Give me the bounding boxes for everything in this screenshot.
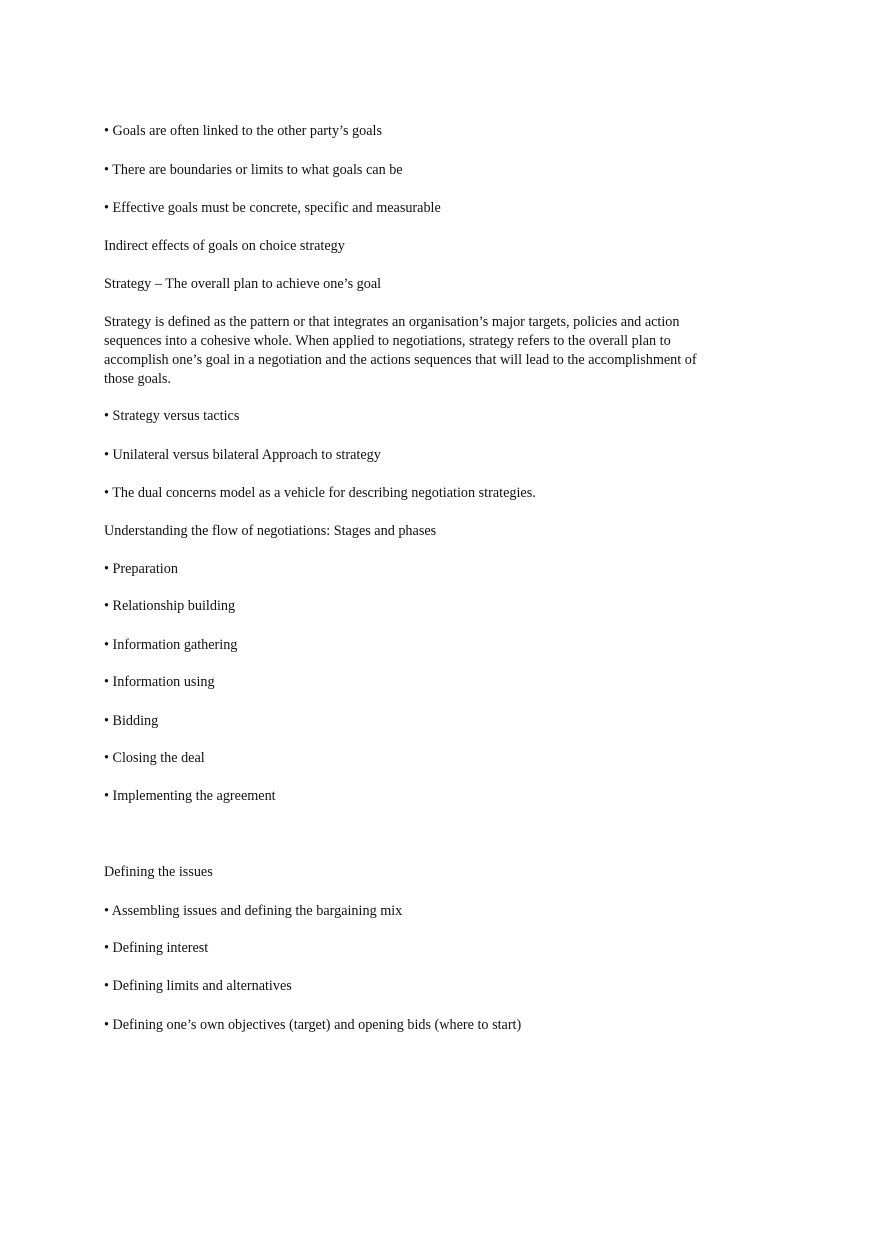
flow-bullet-closing: • Closing the deal [104,750,205,766]
goals-bullet-effective: • Effective goals must be concrete, specific and measurable [104,200,441,216]
strategy-bullet-tactics: • Strategy versus tactics [104,408,240,424]
flow-bullet-info-gathering: • Information gathering [104,637,238,653]
flow-bullet-info-using: • Information using [104,674,215,690]
goals-bullet-limits: • There are boundaries or limits to what goals can be [104,162,403,178]
indirect-effects-heading: Indirect effects of goals on choice strategy [104,238,345,254]
flow-heading: Understanding the flow of negotiations: Stages and phases [104,523,437,539]
flow-bullet-bidding: • Bidding [104,713,159,729]
goals-bullet-linked: • Goals are often linked to the other party’s goals [104,123,382,139]
strategy-bullet-approach: • Unilateral versus bilateral Approach to strategy [104,447,381,463]
issues-bullet-assembling: • Assembling issues and defining the bargaining mix [104,903,403,919]
issues-bullet-limits: • Defining limits and alternatives [104,978,292,994]
flow-bullet-implementing: • Implementing the agreement [104,788,276,804]
strategy-paragraph: Strategy is defined as the pattern or that integrates an organisation’s major targets, policies and action sequences into a cohesive whole. When applied to negotiations, strategy refers to the overall plan to accomplish one’s goal in a negotiation and the actions sequences that will lead to the accomplishment of those goals. [104,314,697,387]
issues-bullet-interest: • Defining interest [104,940,209,956]
strategy-heading: Strategy – The overall plan to achieve one’s goal [104,276,382,292]
flow-bullet-relationship: • Relationship building [104,598,236,614]
issues-bullet-objectives: • Defining one’s own objectives (target) and opening bids (where to start) [104,1017,522,1033]
strategy-bullet-dual-concerns: • The dual concerns model as a vehicle for describing negotiation strategies. [104,485,536,501]
flow-bullet-preparation: • Preparation [104,561,178,577]
issues-heading: Defining the issues [104,864,213,880]
